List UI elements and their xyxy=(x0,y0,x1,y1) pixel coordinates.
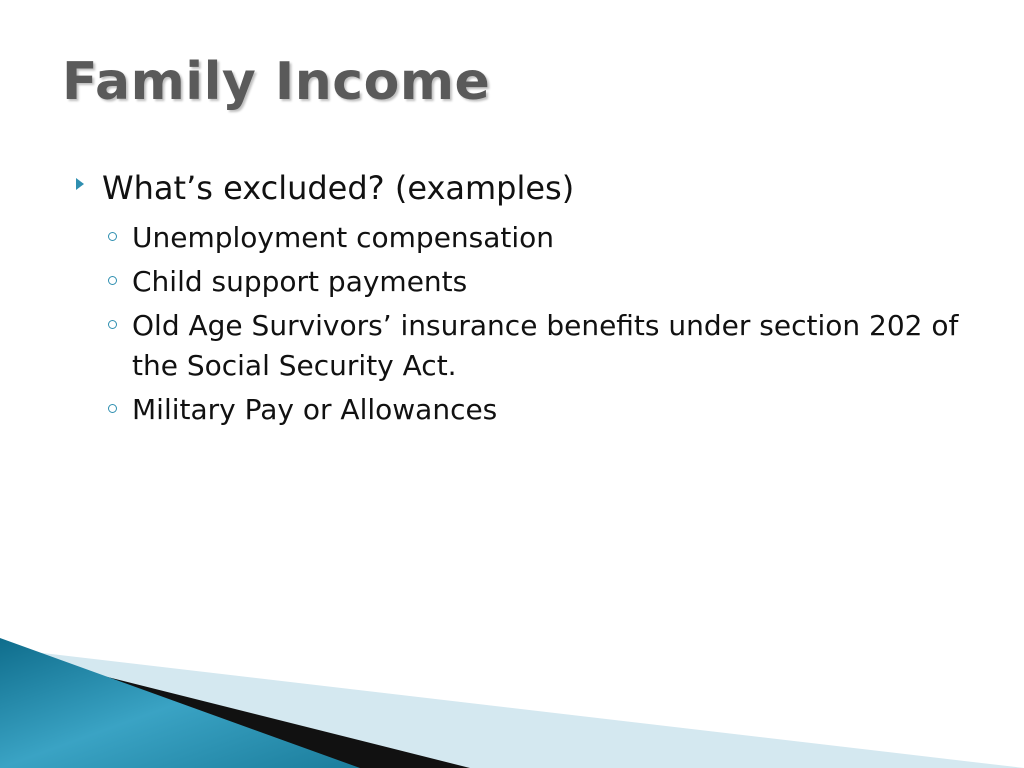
ring-bullet-icon xyxy=(102,390,132,413)
slide-title: Family Income xyxy=(62,52,491,112)
sub-bullet-list xyxy=(72,218,992,430)
sub-bullet-text: Child support payments xyxy=(132,265,468,298)
bullet-text: What’s excluded? (examples) xyxy=(102,169,575,207)
sub-bullet-item xyxy=(102,390,992,430)
triangle-bullet-icon xyxy=(72,166,102,190)
sub-bullet-text: Unemployment compensation xyxy=(132,221,555,254)
sub-bullet-item xyxy=(102,306,992,386)
decorative-wave xyxy=(0,638,1024,768)
ring-bullet-icon xyxy=(102,218,132,241)
sub-bullet-item xyxy=(102,218,992,258)
sub-bullet-item xyxy=(102,262,992,302)
bullet-item xyxy=(72,166,992,210)
sub-bullet-text: Military Pay or Allowances xyxy=(132,393,498,426)
ring-bullet-icon xyxy=(102,262,132,285)
sub-bullet-text: Old Age Survivors’ insurance benefits under section 202 of the Social Security Act. xyxy=(132,309,959,382)
slide-content xyxy=(72,166,992,434)
ring-bullet-icon xyxy=(102,306,132,329)
